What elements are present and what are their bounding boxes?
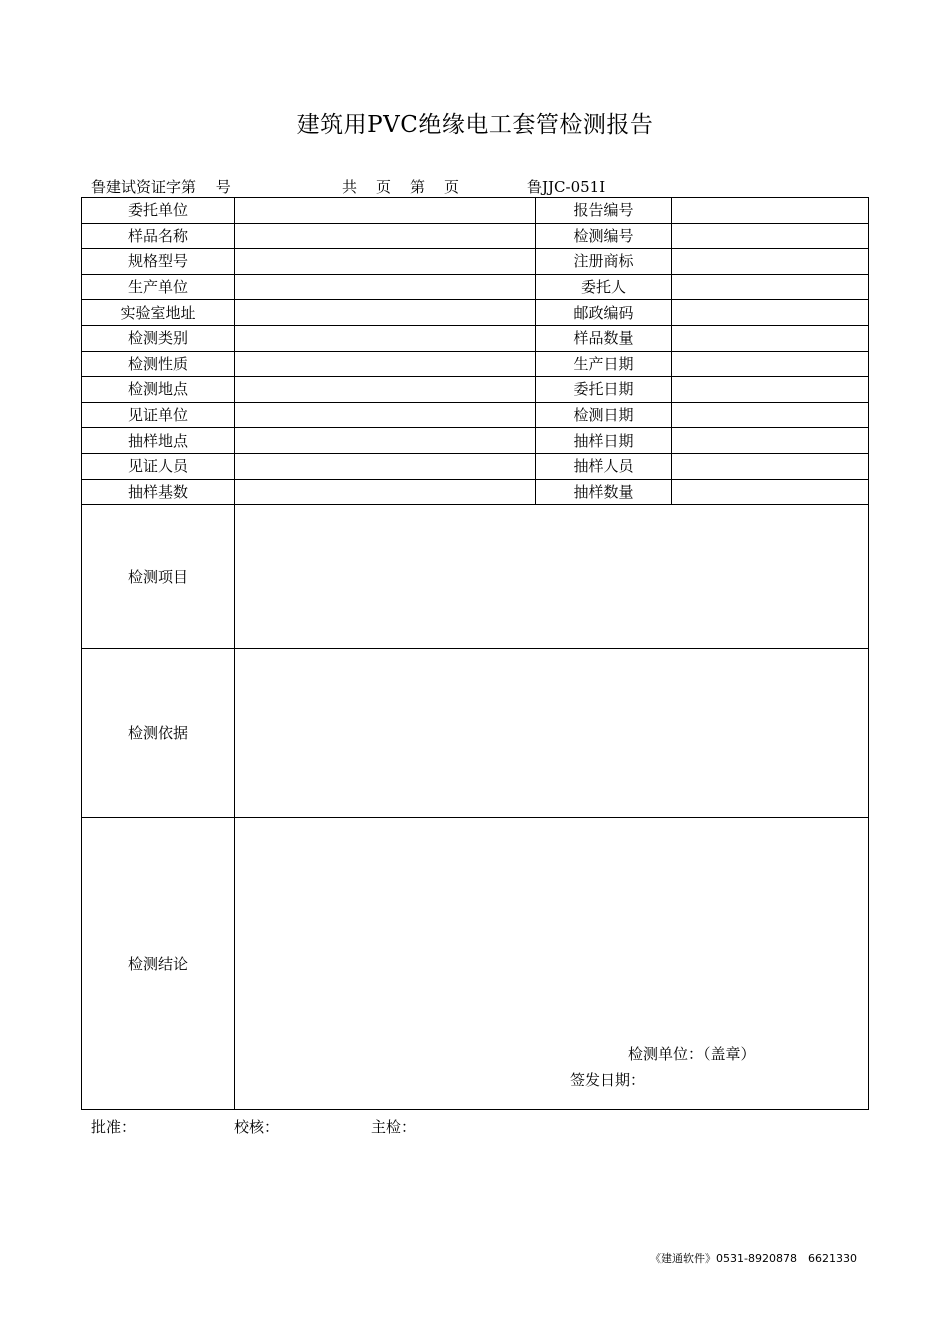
field-label: 检测日期 — [536, 402, 672, 428]
info-row — [82, 351, 869, 377]
field-value[interactable] — [672, 274, 869, 300]
field-value[interactable] — [672, 377, 869, 403]
report-table — [81, 197, 869, 1110]
field-value[interactable] — [235, 300, 536, 326]
info-row — [82, 223, 869, 249]
field-value[interactable] — [672, 300, 869, 326]
certificate-number: 鲁建试资证字第 号 — [91, 178, 231, 196]
info-row — [82, 249, 869, 275]
field-label: 抽样日期 — [536, 428, 672, 454]
field-label: 注册商标 — [536, 249, 672, 275]
field-label: 见证人员 — [82, 453, 235, 479]
field-value[interactable] — [235, 274, 536, 300]
field-label: 邮政编码 — [536, 300, 672, 326]
field-value[interactable] — [672, 402, 869, 428]
info-row — [82, 198, 869, 224]
field-value[interactable] — [235, 377, 536, 403]
section-conclusion-label: 检测结论 — [82, 818, 235, 1110]
field-value[interactable] — [235, 198, 536, 224]
section-basis-label: 检测依据 — [82, 649, 235, 818]
inspector-signature: 主检： — [371, 1118, 417, 1136]
field-value[interactable] — [235, 223, 536, 249]
field-value[interactable] — [672, 453, 869, 479]
field-value[interactable] — [235, 325, 536, 351]
field-value[interactable] — [672, 428, 869, 454]
field-value[interactable] — [672, 249, 869, 275]
field-value[interactable] — [235, 479, 536, 505]
field-label: 委托日期 — [536, 377, 672, 403]
section-items-value[interactable] — [235, 505, 869, 649]
section-items-label: 检测项目 — [82, 505, 235, 649]
field-label: 委托人 — [536, 274, 672, 300]
field-value[interactable] — [235, 402, 536, 428]
field-label: 样品名称 — [82, 223, 235, 249]
field-value[interactable] — [235, 428, 536, 454]
info-row — [82, 274, 869, 300]
field-label: 委托单位 — [82, 198, 235, 224]
field-label: 规格型号 — [82, 249, 235, 275]
field-label: 实验室地址 — [82, 300, 235, 326]
field-value[interactable] — [672, 351, 869, 377]
info-row — [82, 402, 869, 428]
review-signature: 校核： — [234, 1118, 280, 1136]
field-label: 见证单位 — [82, 402, 235, 428]
field-label: 检测类别 — [82, 325, 235, 351]
approve-signature: 批准： — [91, 1118, 137, 1136]
info-rows — [82, 198, 869, 505]
info-row — [82, 377, 869, 403]
field-label: 抽样数量 — [536, 479, 672, 505]
field-value[interactable] — [235, 351, 536, 377]
info-row — [82, 325, 869, 351]
field-label: 抽样地点 — [82, 428, 235, 454]
field-label: 生产单位 — [82, 274, 235, 300]
report-title: 建筑用PVC绝缘电工套管检测报告 — [296, 112, 654, 138]
info-row — [82, 479, 869, 505]
issue-date-label: 签发日期： — [570, 1071, 646, 1090]
info-row — [82, 300, 869, 326]
field-value[interactable] — [235, 453, 536, 479]
field-label: 生产日期 — [536, 351, 672, 377]
field-label: 抽样人员 — [536, 453, 672, 479]
software-footer: 《建通软件》0531-8920878 6621330 — [650, 1252, 857, 1265]
field-value[interactable] — [672, 198, 869, 224]
field-label: 抽样基数 — [82, 479, 235, 505]
field-value[interactable] — [672, 325, 869, 351]
section-conclusion-value[interactable] — [235, 818, 869, 1110]
field-label: 检测编号 — [536, 223, 672, 249]
field-value[interactable] — [235, 249, 536, 275]
field-label: 报告编号 — [536, 198, 672, 224]
stamp-label: 检测单位：（盖章） — [628, 1045, 756, 1064]
field-label: 样品数量 — [536, 325, 672, 351]
field-label: 检测性质 — [82, 351, 235, 377]
field-value[interactable] — [672, 223, 869, 249]
form-code: 鲁JJC-051Ⅰ — [527, 178, 606, 196]
field-value[interactable] — [672, 479, 869, 505]
info-row — [82, 453, 869, 479]
info-row — [82, 428, 869, 454]
section-basis-value[interactable] — [235, 649, 869, 818]
page-count: 共 页 第 页 — [342, 178, 462, 196]
field-label: 检测地点 — [82, 377, 235, 403]
